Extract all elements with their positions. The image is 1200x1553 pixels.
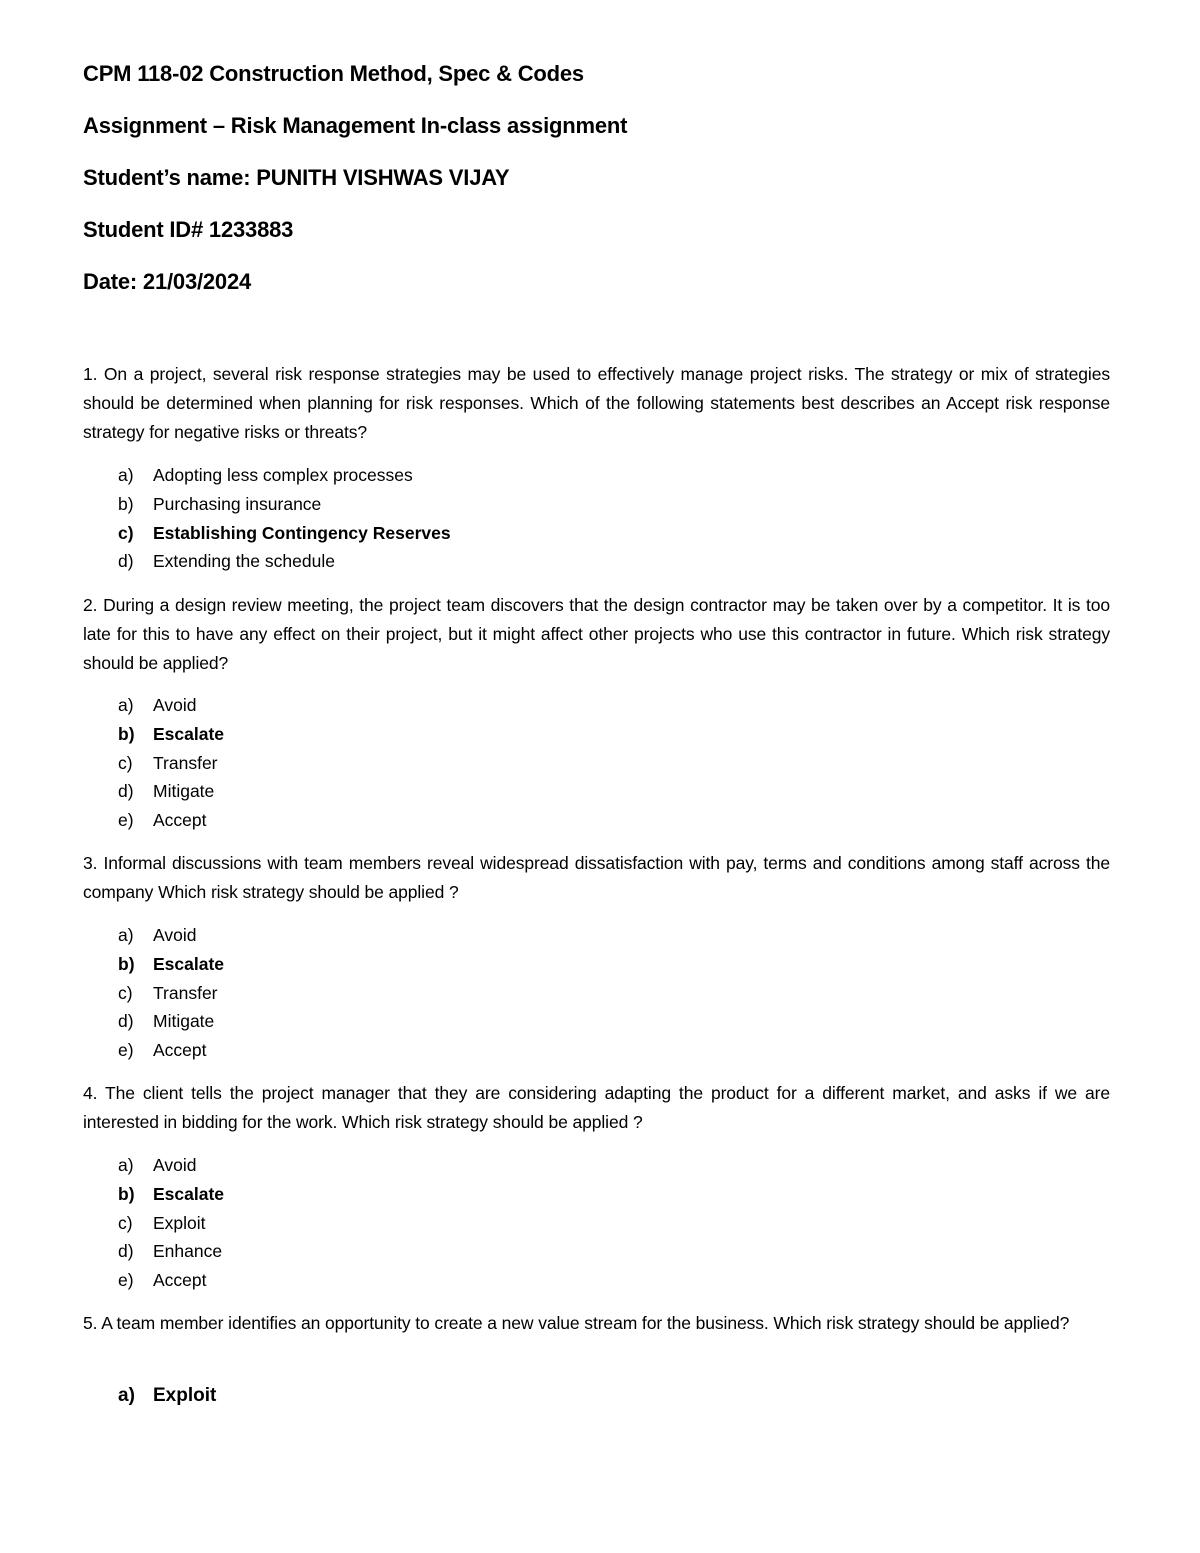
option-1a: a) Adopting less complex processes [118,465,413,485]
option-4e: e) Accept [118,1270,207,1291]
student-id: Student ID# 1233883 [83,217,294,242]
option-2a: a) Avoid [118,695,197,715]
date: Date: 21/03/2024 [83,269,252,294]
option-5a-selected: a) Exploit [118,1385,217,1406]
course-title: CPM 118-02 Construction Method, Spec & Codes [83,61,584,86]
option-3a: a) Avoid [118,925,197,945]
question-1-text: 1. On a project, several risk response strategies may be used to effectively manage project risks. The strategy or mix of strategies should be determined when planning for risk responses. Which of the following statements best describes an Accept risk response strategy for negative risks or threats? [83,364,1110,442]
option-3c: c) Transfer [118,982,218,1003]
question-5-text: 5. A team member identifies an opportunity to create a new value stream for the business. Which risk strategy should be applied? [83,1313,1070,1333]
student-name: Student’s name: PUNITH VISHWAS VIJAY [83,165,510,190]
question-5-options [118,1382,216,1411]
question-2-text: 2. During a design review meeting, the project team discovers that the design contractor may be taken over by a competitor. It is too late for this to have any effect on their project, but it might affect other projects who use this contractor in future. Which risk strategy should be applied? [83,595,1110,673]
question-4-text: 4. The client tells the project manager that they are considering adapting the product for a different market, and asks if we are interested in bidding for the work. Which risk strategy should be applied ? [83,1083,1110,1132]
option-4d: d) Enhance [118,1241,223,1262]
option-4b-selected: b) Escalate [118,1183,225,1204]
question-4-options [118,1151,224,1295]
option-2c: c) Transfer [118,752,218,773]
option-2e: e) Accept [118,810,207,831]
question-3-text: 3. Informal discussions with team members reveal widespread dissatisfaction with pay, terms and conditions among staff across the company Which risk strategy should be applied ? [83,853,1110,902]
option-2d: d) Mitigate [118,781,215,802]
option-3d: d) Mitigate [118,1011,215,1032]
option-2b-selected: b) Escalate [118,723,225,744]
option-1b: b) Purchasing insurance [118,493,322,514]
option-4a: a) Avoid [118,1155,197,1175]
question-2-options [118,691,224,835]
option-3b-selected: b) Escalate [118,953,225,974]
option-4c: c) Exploit [118,1212,206,1233]
option-1d: d) Extending the schedule [118,551,335,572]
option-1c-selected: c) Establishing Contingency Reserves [118,522,451,543]
question-1-options [118,461,451,576]
assignment-title: Assignment – Risk Management In-class assignment [83,113,628,138]
question-3-options [118,921,224,1065]
option-3e: e) Accept [118,1040,207,1061]
